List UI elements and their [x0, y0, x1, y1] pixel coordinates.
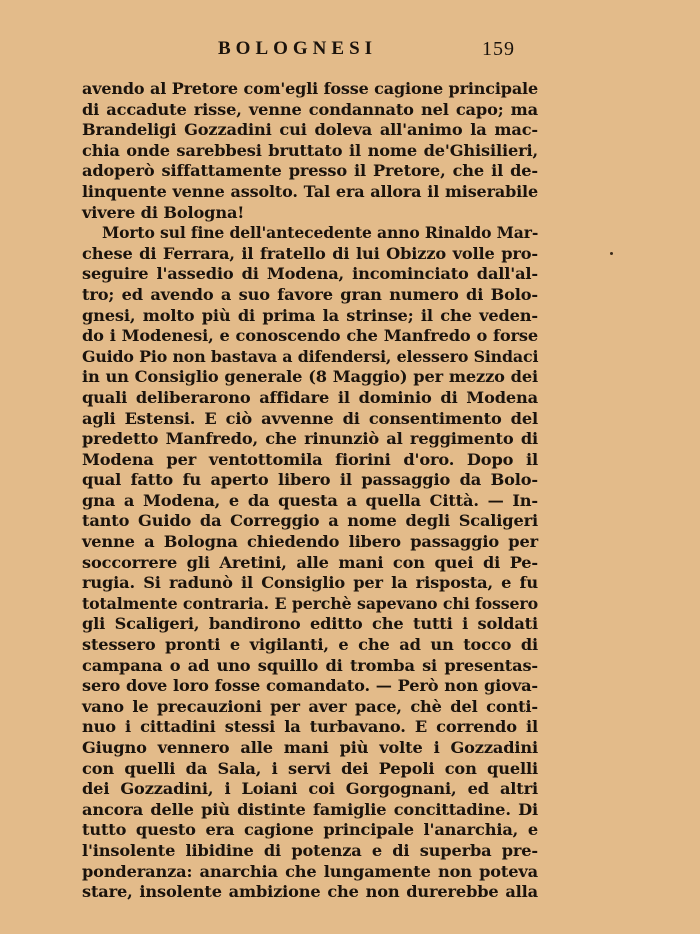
text-line: in un Consiglio generale (8 Maggio) per mezzo dei	[82, 367, 538, 387]
text-line: chese di Ferrara, il fratello di lui Obizzo volle pro-	[82, 243, 538, 263]
text-line: Guido Pio non bastava a difendersi, elessero Sindaci	[82, 346, 539, 366]
text-line: Giugno vennero alle mani più volte i Gozzadini	[82, 738, 538, 757]
text-line: tanto Guido da Correggio a nome degli Scaligeri	[82, 511, 538, 531]
text-line: gli Scaligeri, bandirono editto che tutti i soldati	[82, 614, 538, 634]
text-line: l'insolente libidine di potenza e di superba pre-	[82, 840, 538, 860]
text-line: nuo i cittadini stessi la turbavano. E correndo il	[82, 717, 538, 737]
text-line: predetto Manfredo, che rinunziò al reggimento di	[82, 429, 538, 449]
text-line: soccorrere gli Aretini, alle mani con quei di Pe-	[82, 552, 538, 572]
text-line: agli Estensi. E ciò avvenne di consentimento del	[82, 408, 538, 428]
body-text	[82, 79, 538, 903]
text-line: qual fatto fu aperto libero il passaggio da Bolo-	[82, 470, 538, 490]
text-line: stessero pronti e vigilanti, e che ad un tocco di	[82, 635, 538, 655]
text-line: tutto questo era cagione principale l'anarchia, e	[82, 820, 538, 840]
text-line: chia onde sarebbesi bruttato il nome de'Ghisilieri,	[82, 140, 538, 160]
text-line: Morto sul fine dell'antecedente anno Rinaldo Mar-	[102, 223, 539, 243]
text-line: venne a Bologna chiedendo libero passaggio per	[82, 532, 538, 552]
text-line: gnesi, molto più di prima la strinse; il che veden-	[82, 305, 538, 325]
text-line: vivere di Bologna!	[82, 202, 245, 222]
text-line: seguire l'assedio di Modena, incominciato dall'al-	[82, 264, 538, 284]
text-line: di accadute risse, venne condannato nel capo; ma	[82, 99, 538, 119]
text-line: campana o ad uno squillo di tromba si presentas-	[82, 655, 538, 675]
text-line: gna a Modena, e da questa a quella Città. — In-	[82, 490, 538, 510]
text-line: vano le precauzioni per aver pace, chè del conti-	[82, 696, 538, 716]
page-number: 159	[482, 38, 515, 60]
text-line: adoperò siffattamente presso il Pretore, che il de-	[82, 161, 538, 181]
text-line: dei Gozzadini, i Loiani coi Gorgognani, ed altri	[82, 779, 538, 799]
ink-speck	[610, 252, 613, 255]
text-line: ponderanza: anarchia che lungamente non poteva	[82, 861, 538, 881]
text-line: ancora delle più distinte famiglie concittadine. Di	[82, 799, 538, 819]
text-line: rugia. Si radunò il Consiglio per la risposta, e fu	[82, 573, 538, 593]
text-line: Brandeligi Gozzadini cui doleva all'animo la mac-	[82, 120, 538, 140]
text-line: Modena per ventottomila fiorini d'oro. Dopo il	[82, 449, 538, 469]
text-line: con quelli da Sala, i servi dei Pepoli con quelli	[82, 758, 538, 778]
text-line: quali deliberarono affidare il dominio di Modena	[82, 387, 538, 407]
text-line: tro; ed avendo a suo favore gran numero di Bolo-	[82, 284, 538, 304]
text-line: sero dove loro fosse comandato. — Però non giova-	[82, 676, 538, 696]
text-line: totalmente contraria. E perchè sapevano chi fossero	[82, 593, 538, 613]
text-line: do i Modenesi, e conoscendo che Manfredo o forse	[82, 326, 538, 346]
text-line: linquente venne assolto. Tal era allora il miserabile	[82, 181, 538, 201]
running-header	[0, 38, 700, 66]
running-title: BOLOGNESI	[218, 38, 378, 59]
text-line: avendo al Pretore com'egli fosse cagione principale	[82, 79, 538, 98]
text-line: stare, insolente ambizione che non durerebbe alla	[82, 882, 538, 902]
